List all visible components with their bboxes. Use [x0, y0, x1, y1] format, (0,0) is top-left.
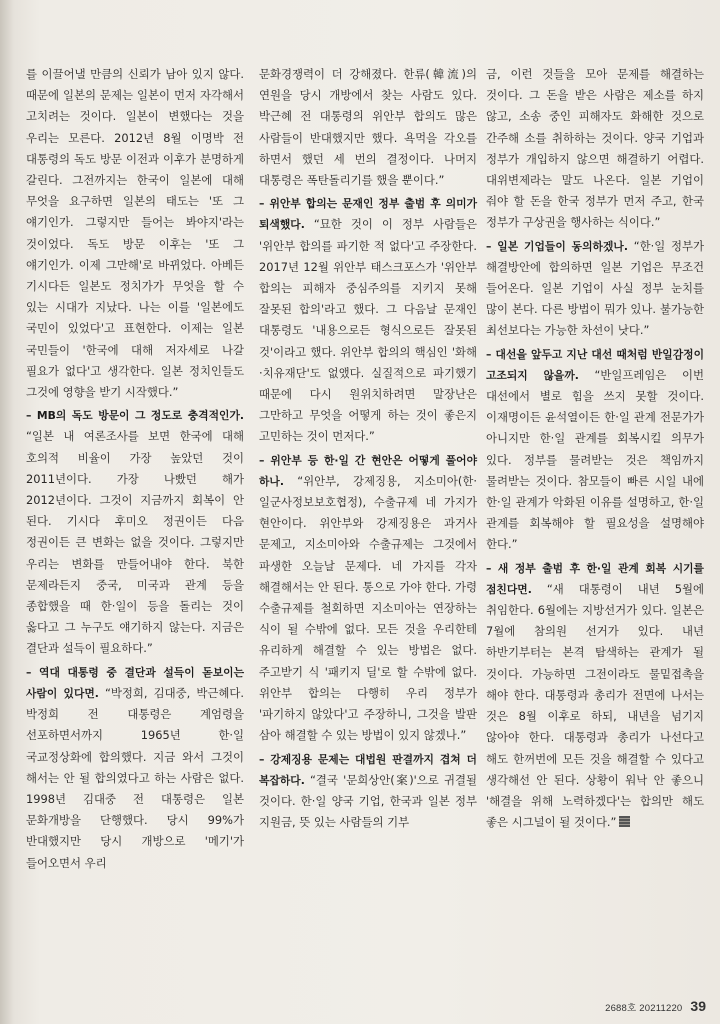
end-mark-icon [619, 816, 630, 827]
answer-text: “박정희, 김대중, 박근혜다. 박정희 전 대통령은 계엄령을 선포하면서까지 1965년 한·일 국교정상화에 합의했다. 지금 와서 그것이 해서는 안 될 합의였다고 하는 사람은 없다. 1998년 김대중 전 대통령은 일본 문화개방을 단행했다. 당시 99%가 반대했지만 당시 개방으로 '메기'가 들어오면서 우리 [26, 685, 244, 870]
answer-text: “위안부, 강제징용, 지소미아(한·일군사정보보호협정), 수출규제 네 가지가 현안이다. 위안부와 강제징용은 과거사 문제고, 지소미아와 수출규제는 그것에서 파생한 오늘날 문제다. 네 가지를 각자 해결해서는 안 된다. 통으로 가야 한다. 가령 수출규제를 철회하면 지소미아는 연장하는 식이 될 수밖에 없다. 모든 것을 우리한테 유리하게 해결할 수 있는 방법은 없다. 주고받기 식 '패키지 딜'로 할 수밖에 없다. 위안부 합의는 다행히 우리 정부가 '파기하지 않았다'고 주장하니, 그것을 발판 삼아 해결할 수 있는 방법이 있지 않겠나.” [259, 473, 477, 743]
page-number: 39 [690, 998, 706, 1014]
body-paragraph: 문화경쟁력이 더 강해졌다. 한류(韓流)의 연원을 당시 개방에서 찾는 사람도 있다. 박근혜 전 대통령의 위안부 합의도 많은 사람들이 반대했지만 했다. 욕먹을 각오를 하면서 했던 세 번의 결정이다. 나머지 대통령은 폭탄돌리기를 했을 뿐이다.” [259, 67, 477, 188]
article-column-2 [259, 64, 477, 835]
body-paragraph: 금, 이런 것들을 모아 문제를 해결하는 것이다. 그 돈을 받은 사람은 제소를 하지 않고, 소송 중인 피해자도 화해한 것으로 간주해 소를 취하하는 것이다. 양국 기업과 정부가 개입하지 않으면 해결하기 어렵다. 대위변제라는 말도 나온다. 일본 기업이 줘야 할 돈을 한국 정부가 먼저 주고, 한국 정부가 구상권을 행사하는 식이다.” [486, 67, 704, 230]
article-column-1 [26, 64, 244, 876]
question-heading: – 강제징용 문제는 대법원 판결까지 겹쳐 더 복잡하다. [259, 752, 477, 787]
question-heading: – 일본 기업들이 동의하겠나. [486, 239, 628, 253]
body-paragraph: 를 이끌어낼 만큼의 신뢰가 남아 있지 않다. 때문에 일본의 문제는 일본이 먼저 자각해서 고치려는 것이다. 일본이 변했다는 것을 우리는 모른다. 2012년 8월 이명박 전 대통령의 독도 방문 이전과 이후가 분명하게 갈린다. 그전까지는 한국이 일본에 대해 무엇을 요구하면 일본의 태도는 '또 그 얘기인가. 그렇지만 들어는 봐야지'라는 것이었다. 독도 방문 이후는 '또 그 얘기인가. 이제 그만해'로 바뀌었다. 아베든 기시다든 일본도 정치가가 무엇을 할 수 있는 시대가 지났다. 나는 이를 '일본에도 국민이 있었다'고 표현한다. 이제는 일본 국민들이 '한국에 대해 저자세로 나갈 필요가 없다'고 생각한다. 일본 정치인들도 그것에 영향을 받기 시작했다.” [26, 67, 244, 400]
question-heading: – 역대 대통령 중 결단과 설득이 돋보이는 사람이 있다면. [26, 665, 244, 700]
answer-text: “일본 내 여론조사를 보면 한국에 대해 호의적 비율이 가장 높았던 것이 2011년이다. 가장 나빴던 해가 2012년이다. 그것이 지금까지 회복이 안 된다. 기시다 후미오 정권이든 다음 정권이든 큰 변화는 없을 것이다. 그렇지만 우리는 변화를 만들어내야 한다. 북한 문제라든지 중국, 미국과 관계 등을 종합했을 때 한·일이 등을 돌리는 것이 옳다고 그 누구도 얘기하지 않는다. 지금은 결단과 설득이 필요하다.” [26, 429, 244, 656]
question-heading: – 위안부 합의는 문재인 정부 출범 후 의미가 퇴색했다. [259, 197, 477, 232]
qa-paragraph [486, 344, 704, 556]
qa-paragraph [259, 193, 477, 447]
answer-text: “묘한 것이 이 정부 사람들은 '위안부 합의를 파기한 적 없다'고 주장한다. 2017년 12월 위안부 태스크포스가 '위안부 합의는 피해자 중심주의를 지키지 못해 잘못된 합의'라고 했다. 그 다음날 문재인 대통령도 '내용으로든 형식으로든 잘못된 것'이라고 했다. 위안부 합의의 핵심인 '화해·치유재단'도 없앴다. 실질적으로 파기했기 때문에 다시 원위치하려면 말장난은 그만하고 무엇을 어떻게 하는 것이 좋은지 고민하는 것이 먼저다.” [259, 217, 477, 444]
answer-text: “결국 '문희상안(案)'으로 귀결될 것이다. 한·일 양국 기업, 한국과 일본 정부 지원금, 뜻 있는 사람들의 기부 [259, 772, 477, 830]
article-column-3 [486, 64, 704, 835]
answer-text: “한·일 정부가 해결방안에 합의하면 일본 기업은 무조건 들어온다. 일본 기업이 사실 정부 눈치를 많이 본다. 다른 방법이 뭐가 있나. 불가능한 최선보다는 가능한 차선이 낫다.” [486, 238, 704, 338]
issue-info: 2688호 20211220 [605, 1003, 683, 1014]
qa-paragraph [26, 662, 244, 874]
qa-paragraph [486, 558, 704, 834]
page-footer [605, 998, 706, 1014]
question-heading: – 대선을 앞두고 지난 대선 때처럼 반일감정이 고조되지 않을까. [486, 347, 704, 382]
qa-paragraph [486, 236, 704, 342]
question-heading: – MB의 독도 방문이 그 정도로 충격적인가. [26, 409, 244, 423]
qa-paragraph [259, 450, 477, 747]
qa-paragraph [259, 749, 477, 834]
question-heading: – 위안부 등 한·일 간 현안은 어떻게 풀어야 하나. [259, 453, 477, 488]
qa-paragraph [26, 405, 244, 659]
answer-text: “반일프레임은 이번 대선에서 별로 힘을 쓰지 못할 것이다. 이재명이든 윤석열이든 한·일 관계 전문가가 아니지만 한·일 관계를 회복시킬 의무가 있다. 정부를 물려받는 것은 책임까지 물려받는 것이다. 참모들이 빠른 시일 내에 한·일 관계가 악화된 이유를 설명하고, 한·일 관계를 회복해야 할 필요성을 설명해야 한다.” [486, 367, 704, 552]
answer-text: “새 대통령이 내년 5월에 취임한다. 6월에는 지방선거가 있다. 일본은 7월에 참의원 선거가 있다. 내년 하반기부터는 본격 탐색하는 관계가 될 것이다. 가능하면 그전이라도 물밑접촉을 해야 한다. 대통령과 총리가 전면에 나서는 것은 8월 이후로 하되, 내년을 넘기지 않아야 한다. 대통령과 총리가 나선다고 해도 한꺼번에 모든 것을 해결할 수 있다고 생각해선 안 된다. 상황이 워낙 안 좋으니 '해결을 위해 노력하겠다'는 합의만 해도 좋은 시그널이 될 것이다.” [486, 581, 704, 830]
question-heading: – 새 정부 출범 후 한·일 관계 회복 시기를 점친다면. [486, 561, 704, 596]
